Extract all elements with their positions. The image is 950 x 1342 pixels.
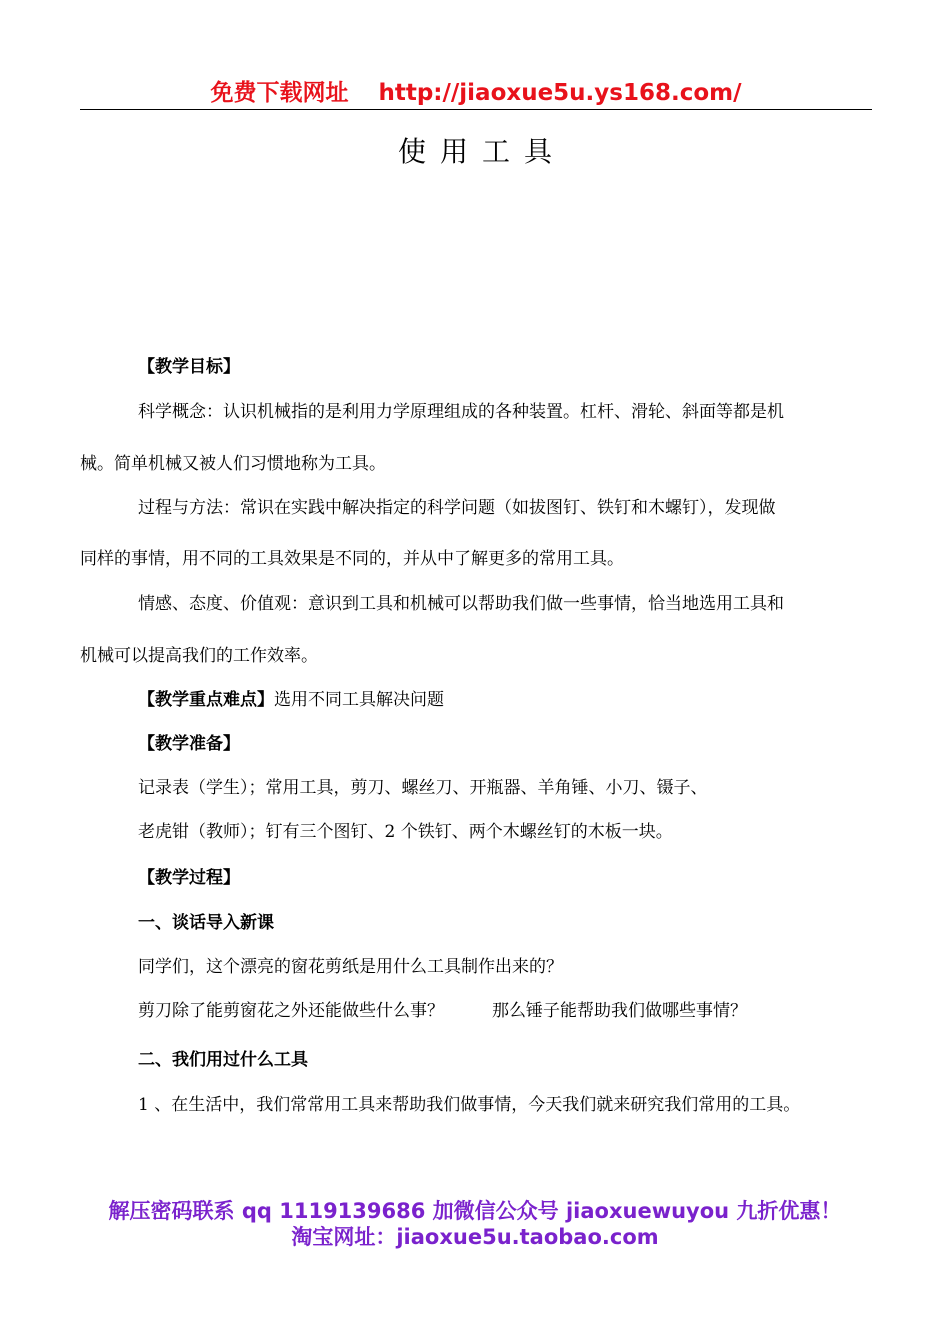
page-title: 使用工具: [397, 135, 566, 168]
download-header: [80, 78, 872, 108]
objectives-heading: 【教学目标】: [138, 357, 240, 377]
key-points-heading: 【教学重点难点】: [138, 690, 274, 710]
part2-item-1: 1 、在生活中，我们常常用工具来帮助我们做事情，今天我们就来研究我们常用的工具。: [138, 1095, 801, 1115]
attitude-line-1: 情感、态度、价值观：意识到工具和机械可以帮助我们做一些事情，恰当地选用工具和: [138, 594, 784, 614]
download-url-link[interactable]: http://jiaoxue5u.ys168.com/: [378, 80, 742, 106]
header-divider: [80, 109, 872, 110]
part1-question-2b: 那么锤子能帮助我们做哪些事情？: [492, 1001, 747, 1021]
part1-question-1: 同学们，这个漂亮的窗花剪纸是用什么工具制作出来的？: [138, 957, 563, 977]
part2-heading: 二、我们用过什么工具: [138, 1050, 308, 1070]
preparation-line-1: 记录表（学生）；常用工具，剪刀、螺丝刀、开瓶器、羊角锤、小刀、镊子、: [138, 778, 708, 798]
key-points-line: [138, 688, 444, 712]
attitude-line-2: 机械可以提高我们的工作效率。: [80, 646, 318, 666]
preparation-heading: 【教学准备】: [138, 734, 240, 754]
part1-question-2-row: [138, 999, 747, 1023]
process-method-line-1: 过程与方法：常识在实践中解决指定的科学问题（如拔图钉、铁钉和木螺钉），发现做: [138, 498, 776, 518]
part1-question-2a: 剪刀除了能剪窗花之外还能做些什么事？: [138, 1001, 444, 1021]
science-concept-line-1: 科学概念：认识机械指的是利用力学原理组成的各种装置。杠杆、滑轮、斜面等都是机: [138, 402, 784, 422]
key-points-text: 选用不同工具解决问题: [274, 690, 444, 710]
preparation-line-2: 老虎钳（教师）；钉有三个图钉、2 个铁钉、两个木螺丝钉的木板一块。: [138, 822, 673, 842]
process-heading: 【教学过程】: [138, 868, 240, 888]
footer-taobao-link[interactable]: 淘宝网址：jiaoxue5u.taobao.com: [291, 1225, 659, 1249]
download-label: 免费下载网址: [210, 80, 349, 106]
footer-contact-line: 解压密码联系 qq 1119139686 加微信公众号 jiaoxuewuyou 九折优惠！: [108, 1199, 842, 1223]
part1-heading: 一、谈话导入新课: [138, 913, 274, 933]
process-method-line-2: 同样的事情，用不同的工具效果是不同的，并从中了解更多的常用工具。: [80, 549, 624, 569]
science-concept-line-2: 械。简单机械又被人们习惯地称为工具。: [80, 454, 386, 474]
